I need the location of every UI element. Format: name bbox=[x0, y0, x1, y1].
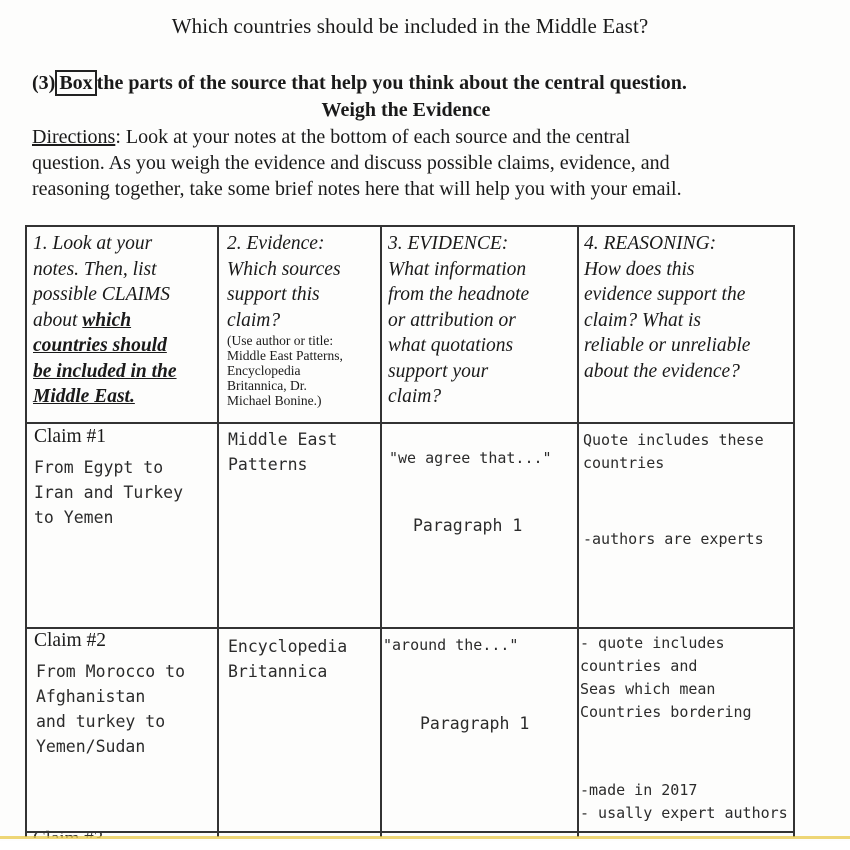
table-divider bbox=[27, 831, 793, 833]
header-line: support your bbox=[388, 360, 489, 382]
handwritten-line: countries and bbox=[580, 657, 698, 675]
handwritten-line: Afghanistan bbox=[36, 687, 146, 706]
header-underlined: be included in the bbox=[33, 360, 177, 382]
step-3-instruction bbox=[32, 72, 792, 95]
handwritten-line: Encyclopedia bbox=[228, 637, 348, 656]
directions-line-3: reasoning together, take some brief notes here that will help you with your email. bbox=[32, 178, 682, 200]
header-line: support this bbox=[227, 284, 320, 305]
handwritten-line: Yemen/Sudan bbox=[36, 737, 146, 756]
header-line: 4. REASONING: bbox=[584, 233, 717, 254]
claim-2-reasoning-extra[interactable] bbox=[580, 779, 788, 825]
step-number: (3) bbox=[32, 72, 56, 94]
handwritten-line: - quote includes bbox=[580, 634, 725, 652]
claim-1-quote[interactable]: "we agree that..." bbox=[389, 449, 552, 467]
handwritten-line: From Morocco to bbox=[36, 662, 186, 681]
directions-line-1: : Look at your notes at the bottom of each source and the central bbox=[115, 126, 631, 148]
table-divider bbox=[27, 422, 793, 424]
handwritten-line: to Yemen bbox=[34, 508, 114, 527]
handwritten-line: - usally expert authors bbox=[580, 804, 788, 822]
claim-1-source[interactable] bbox=[228, 427, 337, 477]
header-line: 3. EVIDENCE: bbox=[388, 233, 509, 254]
header-note: Middle East Patterns, bbox=[227, 348, 343, 363]
header-line: How does this bbox=[584, 258, 695, 280]
claim-1-label: Claim #1 bbox=[34, 426, 107, 447]
claim-1-paragraph[interactable]: Paragraph 1 bbox=[413, 516, 523, 535]
handwritten-line: and turkey to bbox=[36, 712, 166, 731]
evidence-table bbox=[25, 225, 795, 837]
handwritten-line: -made in 2017 bbox=[580, 781, 698, 799]
header-line: about the evidence? bbox=[584, 360, 740, 382]
header-line: Which sources bbox=[227, 258, 341, 280]
header-line: notes. Then, list bbox=[33, 258, 157, 280]
handwritten-line: Seas which mean bbox=[580, 680, 716, 698]
claim-2-label: Claim #2 bbox=[34, 630, 107, 651]
header-line: or attribution or bbox=[388, 309, 516, 331]
header-underlined: Middle East. bbox=[33, 386, 135, 407]
directions-line-2: question. As you weigh the evidence and discuss possible claims, evidence, and bbox=[32, 152, 670, 174]
handwritten-line: Quote includes these bbox=[583, 431, 764, 449]
table-divider bbox=[217, 227, 219, 837]
header-note: (Use author or title: bbox=[227, 333, 334, 348]
claim-1-reasoning[interactable] bbox=[583, 429, 764, 475]
directions-label: Directions bbox=[32, 126, 116, 148]
table-divider bbox=[380, 227, 382, 837]
page-bottom-edge bbox=[0, 836, 850, 839]
header-line: claim? bbox=[388, 386, 442, 407]
header-reasoning bbox=[584, 231, 789, 384]
header-line: claim? What is bbox=[584, 309, 701, 331]
handwritten-line: Britannica bbox=[228, 662, 328, 681]
claim-2-quote[interactable]: "around the..." bbox=[383, 636, 519, 654]
header-line: claim? bbox=[227, 309, 281, 331]
header-evidence-sources bbox=[227, 231, 377, 408]
header-line: about bbox=[33, 309, 83, 331]
header-evidence-info bbox=[388, 231, 574, 410]
header-line: 2. Evidence: bbox=[227, 233, 325, 254]
table-divider bbox=[27, 627, 793, 629]
box-word: Box bbox=[55, 70, 96, 96]
header-line: reliable or unreliable bbox=[584, 335, 751, 356]
handwritten-line: Countries bordering bbox=[580, 703, 752, 721]
claim-2-answer[interactable] bbox=[36, 659, 185, 759]
header-line: evidence support the bbox=[584, 284, 746, 305]
header-line: from the headnote bbox=[388, 284, 530, 305]
claim-3-label-partial bbox=[33, 828, 103, 850]
claim-2-reasoning[interactable] bbox=[580, 632, 752, 724]
header-line: 1. Look at your bbox=[33, 233, 153, 254]
handwritten-line: countries bbox=[583, 454, 665, 472]
handwritten-line: Middle East bbox=[228, 430, 338, 449]
header-note: Encyclopedia bbox=[227, 363, 301, 378]
header-claims bbox=[33, 231, 213, 410]
section-title: Weigh the Evidence bbox=[321, 99, 491, 121]
header-line: What information bbox=[388, 258, 527, 280]
claim-1-answer[interactable] bbox=[34, 455, 183, 530]
step-3-text: the parts of the source that help you think about the central question. bbox=[96, 72, 687, 94]
handwritten-line: Iran and Turkey bbox=[34, 483, 184, 502]
header-line: what quotations bbox=[388, 335, 514, 356]
central-question: Which countries should be included in the Middle East? bbox=[171, 14, 649, 38]
claim-1-reasoning-extra[interactable]: -authors are experts bbox=[583, 530, 764, 548]
claim-2-paragraph[interactable]: Paragraph 1 bbox=[420, 714, 530, 733]
header-line: possible CLAIMS bbox=[33, 284, 171, 305]
header-underlined: countries should bbox=[33, 335, 167, 356]
handwritten-line: From Egypt to bbox=[34, 458, 164, 477]
header-underlined: which bbox=[82, 309, 132, 331]
header-note: Britannica, Dr. bbox=[227, 378, 307, 393]
table-divider bbox=[577, 227, 579, 837]
directions-text bbox=[32, 124, 792, 202]
handwritten-line: Patterns bbox=[228, 455, 308, 474]
header-note: Michael Bonine.) bbox=[227, 393, 322, 408]
claim-2-source[interactable] bbox=[228, 634, 347, 684]
